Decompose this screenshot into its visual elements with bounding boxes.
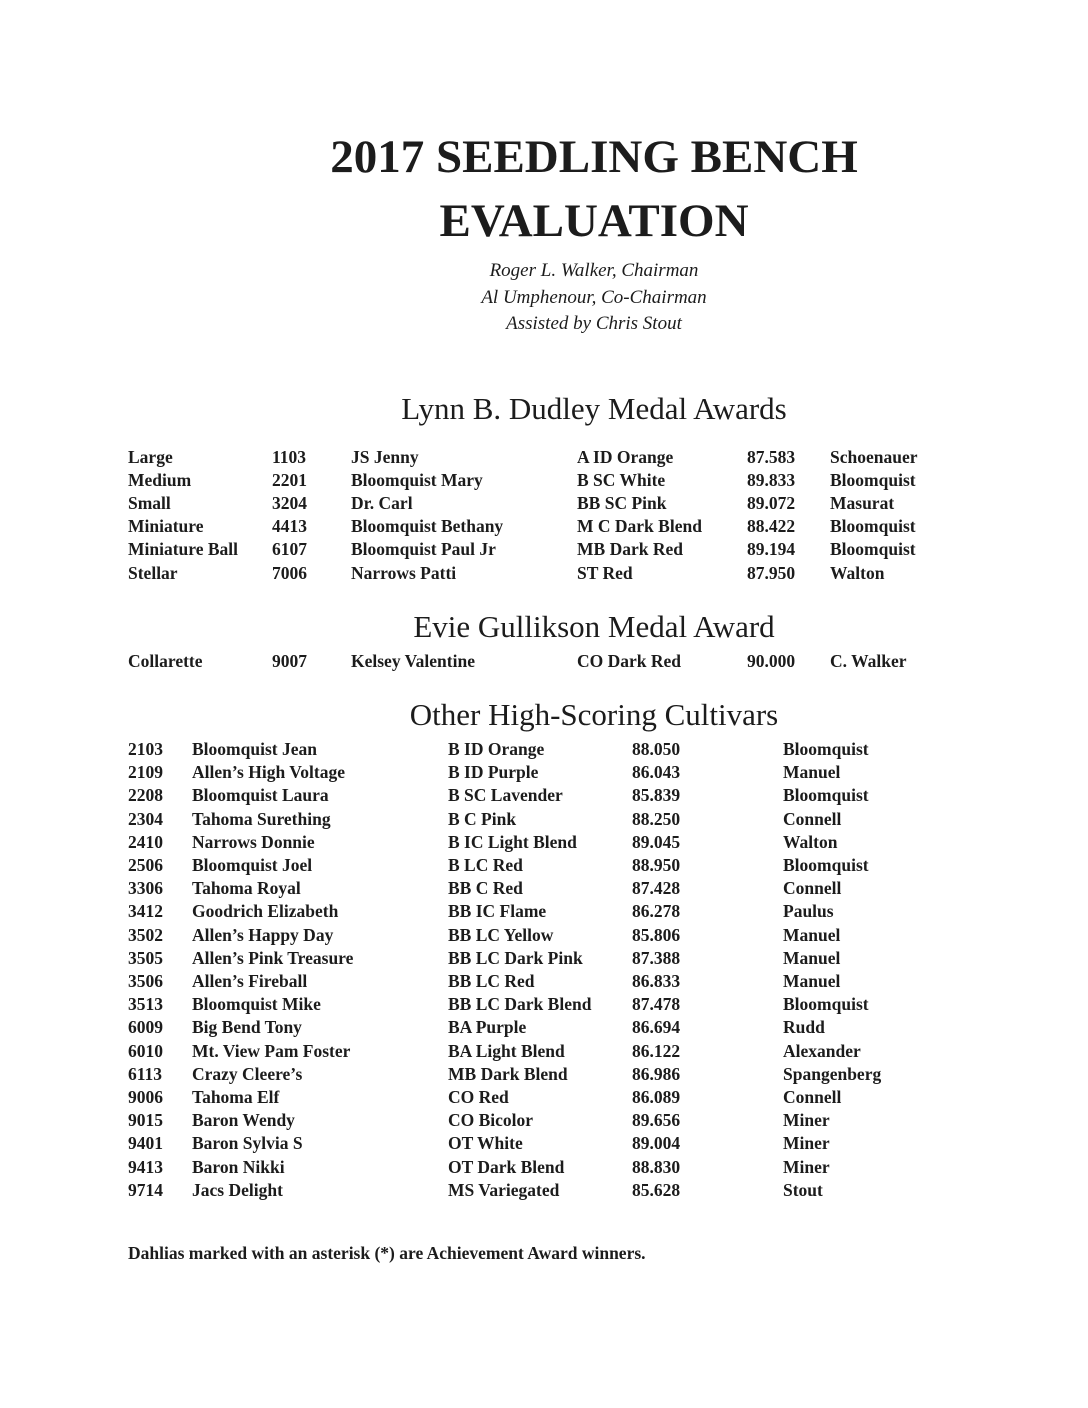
- cell-number: 2103: [128, 738, 163, 759]
- cell-type: CO Dark Red: [577, 650, 682, 671]
- cell-originator: Connell: [783, 878, 842, 899]
- cell-name: Dr. Carl: [351, 492, 413, 513]
- cell-type: B IC Light Blend: [448, 831, 577, 852]
- cell-originator: Bloomquist: [783, 785, 869, 806]
- table-row: [128, 1040, 1060, 1063]
- cell-type: MS Variegated: [448, 1179, 560, 1200]
- cell-number: 9714: [128, 1179, 163, 1200]
- cell-number: 6107: [272, 539, 307, 560]
- document-content: [128, 0, 1060, 1264]
- cell-score: 89.004: [632, 1133, 681, 1154]
- cell-number: 2201: [272, 469, 307, 490]
- cell-type: BB IC Flame: [448, 901, 547, 922]
- cell-number: 6010: [128, 1040, 163, 1061]
- byline-co-chairman: Al Umphenour, Co-Chairman: [481, 286, 707, 308]
- table-row: [128, 1016, 1060, 1039]
- cell-name: JS Jenny: [351, 446, 419, 467]
- cell-type: CO Bicolor: [448, 1110, 534, 1131]
- page-title-line-2: EVALUATION: [439, 195, 749, 247]
- cell-originator: Alexander: [783, 1040, 861, 1061]
- cell-type: B SC White: [577, 469, 666, 490]
- cell-number: 3412: [128, 901, 163, 922]
- cell-name: Tahoma Elf: [192, 1086, 280, 1107]
- cell-originator: Connell: [783, 808, 842, 829]
- cell-size: Medium: [128, 469, 192, 490]
- cell-type: CO Red: [448, 1086, 509, 1107]
- cell-type: ST Red: [577, 562, 633, 583]
- table-row: [128, 1132, 1060, 1155]
- section-heading-other-cultivars: Other High-Scoring Cultivars: [409, 696, 779, 732]
- cell-name: Bloomquist Jean: [192, 738, 317, 759]
- cell-originator: Bloomquist: [830, 469, 916, 490]
- byline-assistant: Assisted by Chris Stout: [506, 313, 682, 334]
- section-heading-dudley: Lynn B. Dudley Medal Awards: [401, 390, 787, 426]
- cell-originator: Spangenberg: [783, 1063, 882, 1084]
- cell-name: Allen’s Happy Day: [192, 924, 334, 945]
- cell-number: 7006: [272, 562, 307, 583]
- cell-type: BB LC Dark Blend: [448, 994, 592, 1015]
- cell-score: 89.045: [632, 831, 681, 852]
- table-row: [128, 924, 1060, 947]
- cell-score: 89.072: [747, 492, 796, 513]
- cell-score: 86.986: [632, 1063, 681, 1084]
- cell-score: 88.050: [632, 738, 681, 759]
- cell-score: 87.428: [632, 878, 681, 899]
- cell-score: 86.122: [632, 1040, 681, 1061]
- cell-originator: Walton: [783, 831, 838, 852]
- cell-type: A ID Orange: [577, 446, 674, 467]
- cell-number: 9006: [128, 1086, 163, 1107]
- table-row: [128, 1156, 1060, 1179]
- table-row: [128, 970, 1060, 993]
- cell-score: 85.839: [632, 785, 681, 806]
- cell-score: 86.833: [632, 970, 681, 991]
- cell-score: 87.478: [632, 994, 681, 1015]
- cell-name: Baron Wendy: [192, 1110, 295, 1131]
- cell-score: 87.950: [747, 562, 796, 583]
- table-row: [128, 831, 1060, 854]
- cell-name: Bloomquist Paul Jr: [351, 539, 496, 560]
- cell-score: 85.806: [632, 924, 681, 945]
- cell-score: 88.250: [632, 808, 681, 829]
- cell-score: 86.043: [632, 762, 681, 783]
- cell-number: 2109: [128, 762, 163, 783]
- cell-number: 9015: [128, 1110, 163, 1131]
- footer-note: Dahlias marked with an asterisk (*) are Achievement Award winners.: [128, 1242, 646, 1263]
- cell-name: Allen’s High Voltage: [192, 762, 345, 783]
- cell-number: 3505: [128, 947, 163, 968]
- cell-number: 6009: [128, 1017, 163, 1038]
- table-row: [128, 650, 1060, 673]
- cell-name: Baron Nikki: [192, 1156, 285, 1177]
- cell-name: Mt. View Pam Foster: [192, 1040, 351, 1061]
- cell-type: OT Dark Blend: [448, 1156, 565, 1177]
- cell-originator: Rudd: [783, 1017, 825, 1038]
- cell-originator: Bloomquist: [830, 539, 916, 560]
- cell-originator: Masurat: [830, 492, 895, 513]
- cell-size: Large: [128, 446, 173, 467]
- cell-name: Tahoma Surething: [192, 808, 331, 829]
- cell-score: 86.694: [632, 1017, 681, 1038]
- table-row: [128, 1063, 1060, 1086]
- cell-score: 89.833: [747, 469, 796, 490]
- table-row: [128, 761, 1060, 784]
- cell-name: Jacs Delight: [192, 1179, 283, 1200]
- cell-score: 85.628: [632, 1179, 681, 1200]
- cell-number: 3506: [128, 970, 163, 991]
- cell-name: Allen’s Pink Treasure: [192, 947, 354, 968]
- cell-originator: Schoenauer: [830, 446, 918, 467]
- cell-name: Bloomquist Laura: [192, 785, 329, 806]
- table-row: [128, 1109, 1060, 1132]
- cell-score: 87.388: [632, 947, 681, 968]
- cell-originator: Bloomquist: [783, 994, 869, 1015]
- cell-originator: Manuel: [783, 762, 841, 783]
- cell-number: 6113: [128, 1063, 163, 1084]
- cell-originator: Miner: [783, 1156, 830, 1177]
- cell-originator: Manuel: [783, 924, 841, 945]
- table-row: [128, 738, 1060, 761]
- cell-score: 86.278: [632, 901, 681, 922]
- cell-score: 89.194: [747, 539, 796, 560]
- table-row: [128, 538, 1060, 561]
- cell-score: 90.000: [747, 650, 796, 671]
- cell-type: B ID Orange: [448, 738, 545, 759]
- cell-originator: Stout: [783, 1179, 823, 1200]
- cell-originator: Bloomquist: [783, 854, 869, 875]
- cell-name: Bloomquist Mike: [192, 994, 321, 1015]
- cell-originator: Bloomquist: [830, 516, 916, 537]
- cell-name: Crazy Cleere’s: [192, 1063, 303, 1084]
- cell-score: 87.583: [747, 446, 796, 467]
- cell-originator: Miner: [783, 1110, 830, 1131]
- cell-type: BB LC Yellow: [448, 924, 554, 945]
- cell-type: BB LC Dark Pink: [448, 947, 583, 968]
- cell-type: B C Pink: [448, 808, 517, 829]
- cell-type: BB LC Red: [448, 970, 535, 991]
- other-table-body: [128, 738, 1060, 1202]
- table-row: [128, 515, 1060, 538]
- cell-number: 3306: [128, 878, 163, 899]
- table-row: [128, 492, 1060, 515]
- cell-name: Bloomquist Joel: [192, 854, 313, 875]
- cell-number: 9401: [128, 1133, 163, 1154]
- cell-originator: Miner: [783, 1133, 830, 1154]
- cell-name: Bloomquist Mary: [351, 469, 483, 490]
- table-row: [128, 1179, 1060, 1202]
- gullikson-table-body: [128, 650, 1060, 673]
- table-row: [128, 808, 1060, 831]
- cell-number: 3513: [128, 994, 163, 1015]
- cell-number: 2304: [128, 808, 163, 829]
- cell-type: B SC Lavender: [448, 785, 563, 806]
- cell-name: Baron Sylvia S: [192, 1133, 303, 1154]
- cell-size: Small: [128, 492, 171, 513]
- cell-type: BB C Red: [448, 878, 523, 899]
- cell-originator: Bloomquist: [783, 738, 869, 759]
- cell-number: 3204: [272, 492, 307, 513]
- cell-size: Miniature: [128, 516, 204, 537]
- cell-number: 9413: [128, 1156, 163, 1177]
- table-row: [128, 784, 1060, 807]
- cell-name: Allen’s Fireball: [192, 970, 308, 991]
- cell-number: 4413: [272, 516, 307, 537]
- cell-score: 88.422: [747, 516, 796, 537]
- cell-name: Goodrich Elizabeth: [192, 901, 339, 922]
- cell-originator: Connell: [783, 1086, 842, 1107]
- cell-type: BB SC Pink: [577, 492, 667, 513]
- cell-score: 88.830: [632, 1156, 681, 1177]
- cell-type: BA Light Blend: [448, 1040, 565, 1061]
- cell-type: MB Dark Red: [577, 539, 683, 560]
- dudley-table-body: [128, 446, 1060, 585]
- table-row: [128, 446, 1060, 469]
- cell-number: 2208: [128, 785, 163, 806]
- other-cultivars-table: [128, 738, 1060, 1202]
- cell-number: 2410: [128, 831, 163, 852]
- byline-chairman: Roger L. Walker, Chairman: [489, 260, 699, 281]
- cell-number: 1103: [272, 446, 307, 467]
- cell-name: Big Bend Tony: [192, 1017, 302, 1038]
- cell-type: OT White: [448, 1133, 523, 1154]
- cell-name: Bloomquist Bethany: [351, 516, 504, 537]
- cell-name: Kelsey Valentine: [351, 650, 475, 671]
- cell-type: B ID Purple: [448, 762, 539, 783]
- cell-size: Collarette: [128, 650, 203, 671]
- cell-type: M C Dark Blend: [577, 516, 702, 537]
- cell-score: 86.089: [632, 1086, 681, 1107]
- cell-name: Narrows Donnie: [192, 831, 315, 852]
- dudley-awards-table: [128, 446, 1060, 585]
- cell-originator: C. Walker: [830, 650, 907, 671]
- table-row: [128, 947, 1060, 970]
- byline: [128, 258, 1060, 338]
- cell-size: Stellar: [128, 562, 178, 583]
- cell-name: Tahoma Royal: [192, 878, 301, 899]
- cell-number: 9007: [272, 650, 307, 671]
- table-row: [128, 854, 1060, 877]
- cell-score: 88.950: [632, 854, 681, 875]
- cell-number: 2506: [128, 854, 163, 875]
- table-row: [128, 900, 1060, 923]
- cell-score: 89.656: [632, 1110, 681, 1131]
- cell-type: BA Purple: [448, 1017, 527, 1038]
- cell-type: MB Dark Blend: [448, 1063, 568, 1084]
- table-row: [128, 469, 1060, 492]
- table-row: [128, 877, 1060, 900]
- table-row: [128, 562, 1060, 585]
- cell-name: Narrows Patti: [351, 562, 457, 583]
- cell-type: B LC Red: [448, 854, 523, 875]
- cell-originator: Manuel: [783, 947, 841, 968]
- table-row: [128, 1086, 1060, 1109]
- page-title-line-1: 2017 SEEDLING BENCH: [330, 131, 858, 183]
- gullikson-awards-table: [128, 650, 1060, 673]
- page-title: [128, 0, 1060, 253]
- cell-originator: Paulus: [783, 901, 834, 922]
- cell-originator: Walton: [830, 562, 885, 583]
- cell-number: 3502: [128, 924, 163, 945]
- table-row: [128, 993, 1060, 1016]
- section-heading-gullikson: Evie Gullikson Medal Award: [413, 608, 775, 644]
- cell-originator: Manuel: [783, 970, 841, 991]
- cell-size: Miniature Ball: [128, 539, 239, 560]
